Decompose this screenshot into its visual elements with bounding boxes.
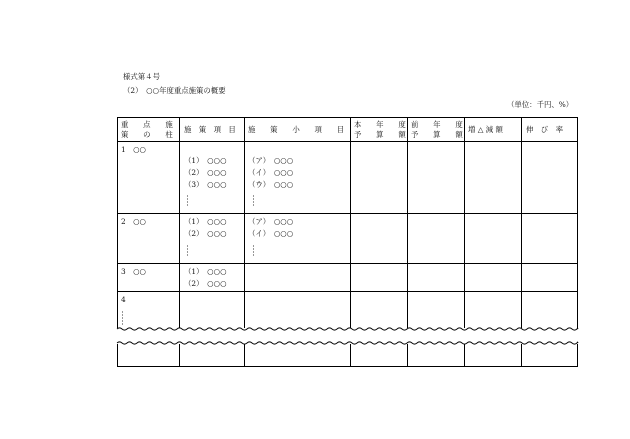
unit-label: （単位：千円、%）: [507, 100, 574, 109]
policy-item: （2） ○○○: [184, 168, 227, 177]
header-pillar-line1: 重 点 施: [121, 120, 173, 129]
header-policy-subitem: 施 策 小 項 目: [248, 125, 345, 134]
header-pillar-line2: 策 の 柱: [121, 130, 173, 139]
header-previous-budget-line2: 予 算 額: [411, 130, 463, 139]
vertical-ellipsis: [122, 311, 123, 324]
policy-item: （2） ○○○: [184, 229, 227, 238]
header-previous-budget-line1: 前 年 度: [411, 120, 463, 129]
policy-item: （1） ○○○: [184, 217, 227, 226]
policy-subitem: （イ） ○○○: [248, 168, 294, 177]
policy-subitem: （ア） ○○○: [248, 156, 294, 165]
header-change-amount: 増 △ 減 額: [468, 125, 503, 134]
header-current-budget-line1: 本 年 度: [354, 120, 406, 129]
pillar-cell: 1 ○○: [121, 145, 146, 154]
pillar-cell: 3 ○○: [121, 267, 146, 276]
section-title: （2） ○○年度重点施策の概要: [123, 86, 226, 95]
wavy-break-line: [117, 342, 578, 344]
vertical-ellipsis: [187, 195, 188, 205]
pillar-cell: 4: [121, 295, 126, 304]
vertical-ellipsis: [253, 245, 254, 255]
header-growth-rate: 伸 び 率: [526, 125, 563, 134]
policy-item: （1） ○○○: [184, 267, 227, 276]
policy-item: （1） ○○○: [184, 156, 227, 165]
pillar-cell: 2 ○○: [121, 217, 146, 226]
vertical-ellipsis: [253, 195, 254, 205]
form-number: 様式第４号: [123, 72, 160, 81]
policy-subitem: （ウ） ○○○: [248, 180, 294, 189]
policy-subitem: （ア） ○○○: [248, 217, 294, 226]
vertical-ellipsis: [187, 245, 188, 255]
policy-subitem: （イ） ○○○: [248, 229, 294, 238]
wavy-break-line: [117, 328, 578, 330]
header-policy-item: 施 策 項 目: [184, 125, 236, 134]
policy-item: （2） ○○○: [184, 279, 227, 288]
policy-item: （3） ○○○: [184, 180, 227, 189]
header-current-budget-line2: 予 算 額: [354, 130, 406, 139]
